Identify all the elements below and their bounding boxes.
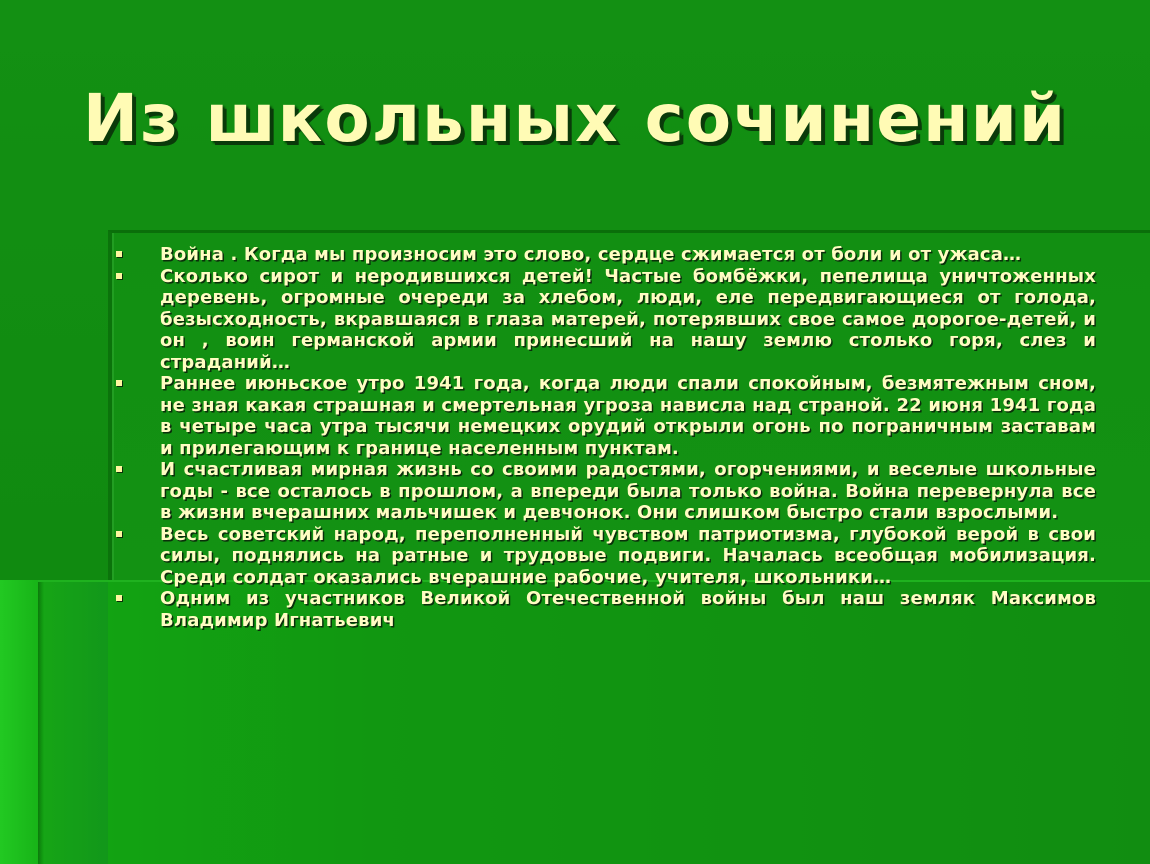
square-bullet-icon <box>116 273 122 279</box>
slide-title: Из школьных сочинений <box>82 80 1068 157</box>
bullet-item <box>116 266 1096 374</box>
bullet-item <box>116 524 1096 589</box>
bullet-item <box>116 373 1096 459</box>
bullet-text: Война . Когда мы произносим это слово, сердце сжимается от боли и от ужаса… <box>160 244 1022 265</box>
square-bullet-icon <box>116 380 122 386</box>
bullet-text: И счастливая мирная жизнь со своими радостями, огорчениями, и веселые школьные годы - все осталось в прошлом, а впереди была только война. Война перевернула все в жизни вчерашних мальчишек и девчонок. Они слишком быстро стали взрослыми. <box>160 459 1096 523</box>
bullet-item <box>116 459 1096 524</box>
bullet-list <box>116 244 1096 631</box>
bullet-text: Весь советский народ, переполненный чувством патриотизма, глубокой верой в свои силы, поднялись на ратные и трудовые подвиги. Началась всеобщая мобилизация. Среди солдат оказались вчерашние рабочие, учителя, школьники… <box>160 523 1096 588</box>
bullet-text: Одним из участников Великой Отечественной войны был наш земляк Максимов Владимир Игнатьевич <box>160 588 1096 631</box>
decorative-left-strip <box>0 580 40 864</box>
square-bullet-icon <box>116 466 122 472</box>
bullet-item <box>116 244 1096 266</box>
bullet-text: Раннее июньское утро 1941 года, когда люди спали спокойным, безмятежным сном, не зная какая страшная и смертельная угроза нависла над страной. 22 июня 1941 года в четыре часа утра тысячи немецких орудий открыли огонь по пограничным заставам и прилегающим к границе населенным пунктам. <box>160 373 1096 459</box>
square-bullet-icon <box>116 595 122 601</box>
square-bullet-icon <box>116 251 122 257</box>
square-bullet-icon <box>116 531 122 537</box>
bullet-text: Сколько сирот и неродившихся детей! Частые бомбёжки, пепелища уничтоженных деревень, огромные очереди за хлебом, люди, еле передвигающиеся от голода, безысходность, вкравшаяся в глаза матерей, потерявших свое самое дорогое-детей, и он , воин германской армии принесший на нашу землю столько горя, слез и страданий… <box>160 265 1096 373</box>
bullet-item <box>116 588 1096 631</box>
decorative-inner-strip <box>44 582 108 864</box>
